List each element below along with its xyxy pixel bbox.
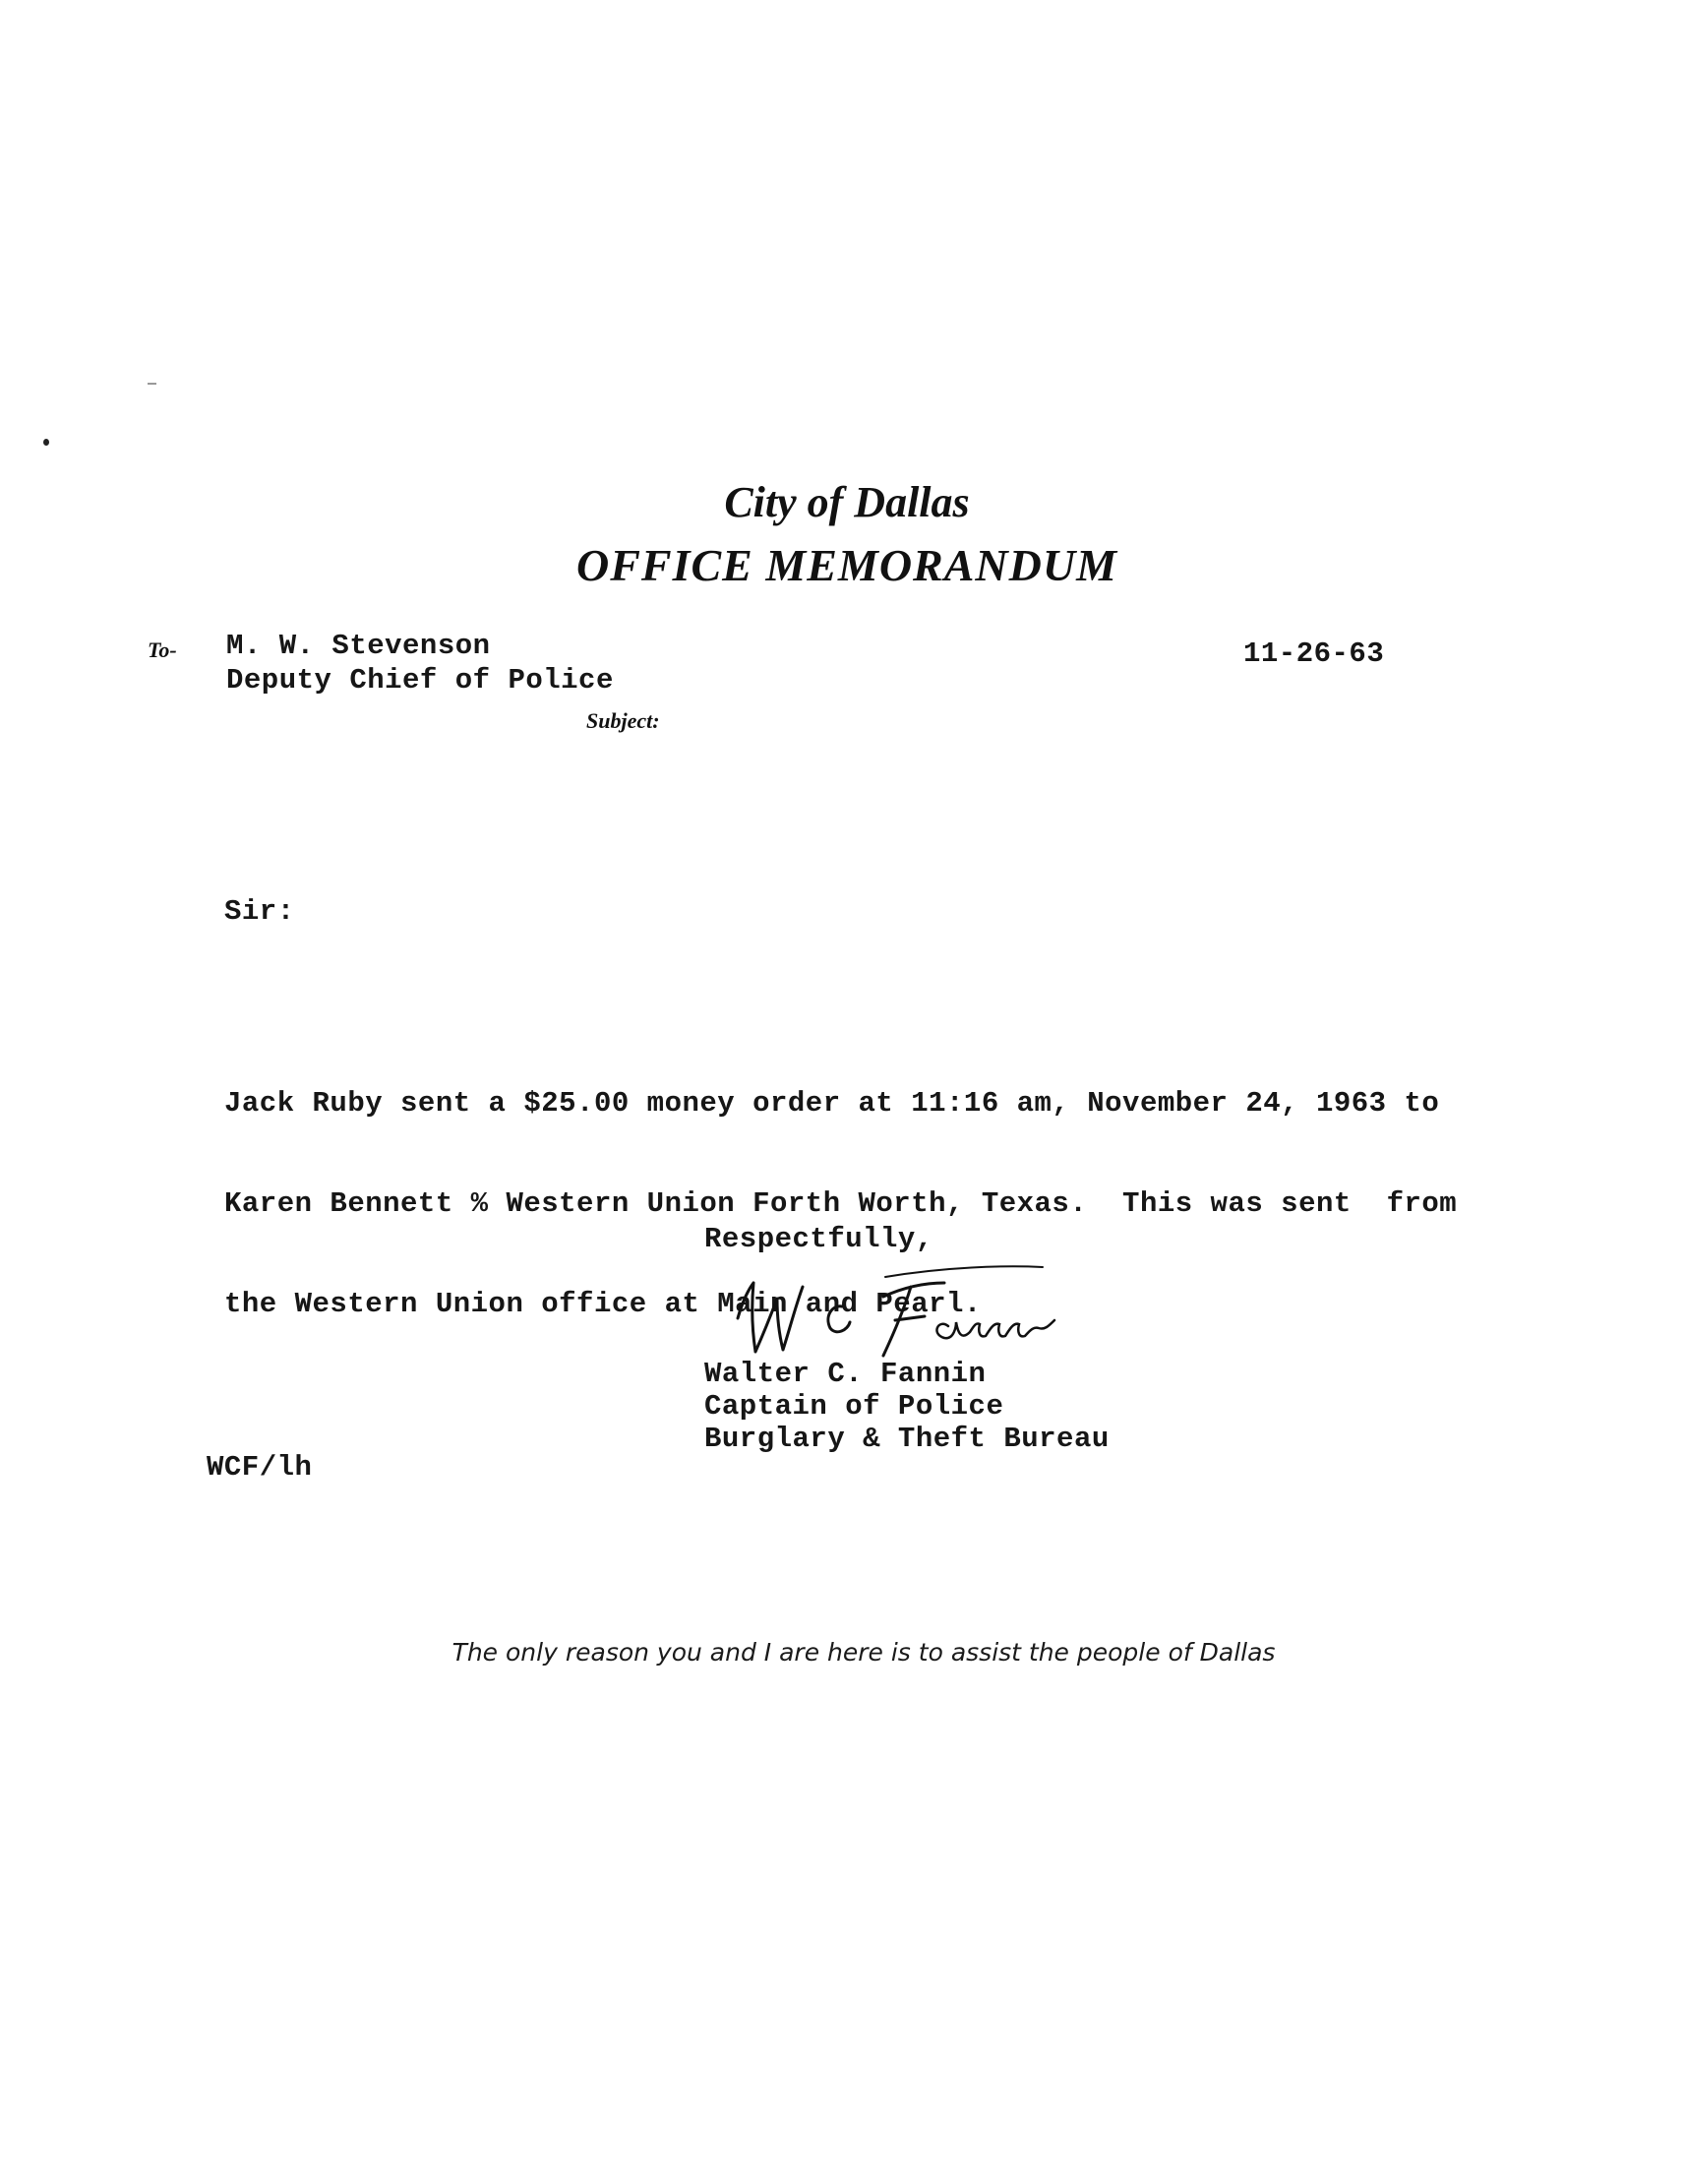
footer-motto: The only reason you and I are here is to assist the people of Dallas <box>451 1638 1276 1667</box>
signatory-title: Captain of Police <box>704 1390 1004 1423</box>
scan-speck <box>148 383 156 385</box>
body-line: the Western Union office at Main and Pearl. <box>224 1288 982 1320</box>
body-line: Jack Ruby sent a $25.00 money order at 11:16 am, November 24, 1963 to <box>224 1087 1440 1120</box>
signatory-name: Walter C. Fannin <box>704 1358 987 1390</box>
scan-speck <box>43 439 49 446</box>
letterhead-office-memorandum: OFFICE MEMORANDUM <box>576 540 1117 590</box>
typist-initials: WCF/lh <box>207 1451 313 1484</box>
subject-label: Subject: <box>586 708 660 733</box>
letterhead-city: City of Dallas <box>724 478 970 526</box>
to-label: To- <box>148 637 177 662</box>
salutation: Sir: <box>224 895 295 928</box>
recipient-title: Deputy Chief of Police <box>226 664 614 697</box>
body-line: Karen Bennett % Western Union Forth Worth, Texas. This was sent from <box>224 1187 1458 1220</box>
closing: Respectfully, <box>704 1223 933 1255</box>
recipient-name: M. W. Stevenson <box>226 630 491 662</box>
signatory-department: Burglary & Theft Bureau <box>704 1423 1110 1455</box>
handwritten-signature <box>708 1257 1141 1365</box>
memo-date: 11-26-63 <box>1243 637 1385 670</box>
